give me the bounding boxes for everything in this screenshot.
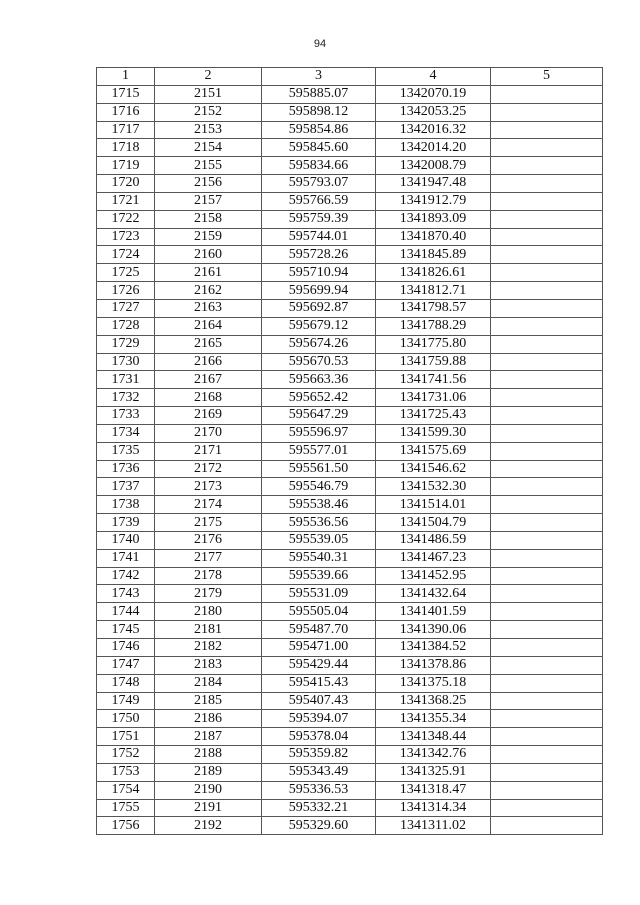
table-row	[97, 282, 603, 300]
table-cell: 595898.12	[262, 103, 376, 121]
table-cell: 2151	[155, 85, 262, 103]
table-cell: 1753	[97, 763, 155, 781]
table-cell: 1755	[97, 799, 155, 817]
table-row	[97, 710, 603, 728]
table-cell: 2192	[155, 817, 262, 835]
table-cell: 595596.97	[262, 424, 376, 442]
table-cell: 1341342.76	[376, 746, 491, 764]
table-row	[97, 639, 603, 657]
table-cell: 1341599.30	[376, 424, 491, 442]
table-row	[97, 103, 603, 121]
table-row	[97, 621, 603, 639]
table-cell: 2175	[155, 514, 262, 532]
table-cell	[491, 746, 603, 764]
table-cell: 1717	[97, 121, 155, 139]
table-cell	[491, 210, 603, 228]
column-header: 2	[155, 68, 262, 86]
table-cell: 1724	[97, 246, 155, 264]
table-cell: 595854.86	[262, 121, 376, 139]
table-row	[97, 799, 603, 817]
table-cell: 1342070.19	[376, 85, 491, 103]
table-cell: 595540.31	[262, 549, 376, 567]
table-cell: 1749	[97, 692, 155, 710]
table-cell	[491, 282, 603, 300]
table-row	[97, 335, 603, 353]
table-cell: 1341731.06	[376, 389, 491, 407]
table-cell: 2180	[155, 603, 262, 621]
table-cell: 2186	[155, 710, 262, 728]
table-cell: 1341432.64	[376, 585, 491, 603]
table-row	[97, 157, 603, 175]
table-cell: 2189	[155, 763, 262, 781]
table-cell: 1341318.47	[376, 781, 491, 799]
table-cell: 1732	[97, 389, 155, 407]
table-cell	[491, 335, 603, 353]
table-cell	[491, 442, 603, 460]
table-cell: 1740	[97, 531, 155, 549]
table-cell	[491, 763, 603, 781]
table-cell	[491, 478, 603, 496]
table-cell: 2169	[155, 407, 262, 425]
table-row	[97, 460, 603, 478]
table-cell: 1744	[97, 603, 155, 621]
table-cell: 2190	[155, 781, 262, 799]
table-cell: 2177	[155, 549, 262, 567]
table-cell	[491, 246, 603, 264]
table-row	[97, 514, 603, 532]
table-row	[97, 746, 603, 764]
table-cell: 2172	[155, 460, 262, 478]
table-cell: 1735	[97, 442, 155, 460]
table-cell: 1742	[97, 567, 155, 585]
table-cell: 1739	[97, 514, 155, 532]
table-cell: 1715	[97, 85, 155, 103]
table-header-row	[97, 68, 603, 86]
table-cell: 1341741.56	[376, 371, 491, 389]
table-cell: 1341390.06	[376, 621, 491, 639]
table-cell: 1341725.43	[376, 407, 491, 425]
table-cell	[491, 85, 603, 103]
table-cell: 595536.56	[262, 514, 376, 532]
table-cell	[491, 674, 603, 692]
table-cell: 1341775.80	[376, 335, 491, 353]
table-row	[97, 353, 603, 371]
table-cell: 2166	[155, 353, 262, 371]
table-cell: 2184	[155, 674, 262, 692]
table-row	[97, 371, 603, 389]
table-row	[97, 139, 603, 157]
column-header: 4	[376, 68, 491, 86]
column-header: 3	[262, 68, 376, 86]
table-row	[97, 85, 603, 103]
table-row	[97, 246, 603, 264]
table-cell: 595531.09	[262, 585, 376, 603]
table-cell: 2176	[155, 531, 262, 549]
table-cell: 2181	[155, 621, 262, 639]
table-cell	[491, 407, 603, 425]
table-row	[97, 264, 603, 282]
table-cell: 1341401.59	[376, 603, 491, 621]
table-cell: 1736	[97, 460, 155, 478]
table-cell: 1751	[97, 728, 155, 746]
table-cell: 1341575.69	[376, 442, 491, 460]
table-row	[97, 585, 603, 603]
table-cell: 1341798.57	[376, 299, 491, 317]
table-cell: 1734	[97, 424, 155, 442]
table-cell: 1341311.02	[376, 817, 491, 835]
table-row	[97, 496, 603, 514]
table-cell	[491, 103, 603, 121]
table-cell: 595336.53	[262, 781, 376, 799]
table-row	[97, 407, 603, 425]
table-cell: 1341452.95	[376, 567, 491, 585]
table-cell: 1737	[97, 478, 155, 496]
column-header: 5	[491, 68, 603, 86]
table-row	[97, 478, 603, 496]
table-cell: 2187	[155, 728, 262, 746]
table-cell	[491, 603, 603, 621]
table-cell: 595674.26	[262, 335, 376, 353]
table-cell: 2171	[155, 442, 262, 460]
table-cell: 595699.94	[262, 282, 376, 300]
table-cell: 595471.00	[262, 639, 376, 657]
table-cell: 2170	[155, 424, 262, 442]
table-row	[97, 442, 603, 460]
table-cell: 2164	[155, 317, 262, 335]
table-cell: 595728.26	[262, 246, 376, 264]
table-cell: 595845.60	[262, 139, 376, 157]
table-cell: 1727	[97, 299, 155, 317]
table-cell: 1342016.32	[376, 121, 491, 139]
table-cell: 2183	[155, 656, 262, 674]
table-cell	[491, 353, 603, 371]
table-cell	[491, 228, 603, 246]
table-row	[97, 549, 603, 567]
table-cell: 1341355.34	[376, 710, 491, 728]
table-row	[97, 531, 603, 549]
table-cell: 2156	[155, 175, 262, 193]
table-cell: 595546.79	[262, 478, 376, 496]
table-cell: 595415.43	[262, 674, 376, 692]
table-row	[97, 210, 603, 228]
table-cell: 1341812.71	[376, 282, 491, 300]
table-cell: 1747	[97, 656, 155, 674]
table-cell: 2174	[155, 496, 262, 514]
table-cell	[491, 781, 603, 799]
coordinates-table	[96, 67, 603, 835]
table-cell: 595577.01	[262, 442, 376, 460]
table-cell: 1752	[97, 746, 155, 764]
table-cell	[491, 389, 603, 407]
table-cell: 1748	[97, 674, 155, 692]
table-cell: 1726	[97, 282, 155, 300]
table-row	[97, 781, 603, 799]
table-cell	[491, 585, 603, 603]
table-cell	[491, 371, 603, 389]
table-cell	[491, 728, 603, 746]
table-cell	[491, 817, 603, 835]
table-cell: 1341546.62	[376, 460, 491, 478]
table-cell	[491, 139, 603, 157]
table-cell: 595538.46	[262, 496, 376, 514]
table-cell: 1341325.91	[376, 763, 491, 781]
table-cell: 2179	[155, 585, 262, 603]
table-cell: 595539.05	[262, 531, 376, 549]
table-cell: 2163	[155, 299, 262, 317]
page-number: 94	[313, 38, 327, 50]
table-cell	[491, 157, 603, 175]
table-cell: 2165	[155, 335, 262, 353]
table-cell	[491, 317, 603, 335]
table-row	[97, 317, 603, 335]
table-row	[97, 299, 603, 317]
table-cell: 1341870.40	[376, 228, 491, 246]
table-cell: 1341314.34	[376, 799, 491, 817]
table-cell: 1341759.88	[376, 353, 491, 371]
table-cell: 1341912.79	[376, 192, 491, 210]
table-cell: 1341467.23	[376, 549, 491, 567]
table-cell	[491, 710, 603, 728]
table-cell	[491, 264, 603, 282]
table-cell: 1341486.59	[376, 531, 491, 549]
table-cell: 2153	[155, 121, 262, 139]
table-row	[97, 692, 603, 710]
table-cell: 595670.53	[262, 353, 376, 371]
table-cell: 2188	[155, 746, 262, 764]
table-cell: 2191	[155, 799, 262, 817]
table-cell: 1716	[97, 103, 155, 121]
table-cell: 1720	[97, 175, 155, 193]
table-cell: 1733	[97, 407, 155, 425]
table-cell	[491, 460, 603, 478]
table-cell: 1745	[97, 621, 155, 639]
table-cell: 2152	[155, 103, 262, 121]
column-header: 1	[97, 68, 155, 86]
table-row	[97, 424, 603, 442]
table-cell: 2168	[155, 389, 262, 407]
table-cell: 595343.49	[262, 763, 376, 781]
table-cell: 1341845.89	[376, 246, 491, 264]
table-row	[97, 192, 603, 210]
table-row	[97, 603, 603, 621]
table-cell: 595332.21	[262, 799, 376, 817]
table-cell: 595759.39	[262, 210, 376, 228]
table-cell: 1728	[97, 317, 155, 335]
table-cell: 1746	[97, 639, 155, 657]
table-cell	[491, 567, 603, 585]
table-cell: 2167	[155, 371, 262, 389]
table-cell: 595429.44	[262, 656, 376, 674]
table-row	[97, 228, 603, 246]
table-cell: 2185	[155, 692, 262, 710]
table-cell	[491, 514, 603, 532]
table-cell: 1341514.01	[376, 496, 491, 514]
table-cell: 1731	[97, 371, 155, 389]
table-cell: 2178	[155, 567, 262, 585]
table-cell: 595692.87	[262, 299, 376, 317]
table-cell: 595663.36	[262, 371, 376, 389]
table-cell: 1723	[97, 228, 155, 246]
table-row	[97, 728, 603, 746]
table-cell: 1750	[97, 710, 155, 728]
table-row	[97, 175, 603, 193]
table-cell	[491, 549, 603, 567]
table-cell: 1722	[97, 210, 155, 228]
table-cell: 595710.94	[262, 264, 376, 282]
table-cell: 1341788.29	[376, 317, 491, 335]
table-cell: 1341947.48	[376, 175, 491, 193]
table-cell: 1718	[97, 139, 155, 157]
table-cell: 595505.04	[262, 603, 376, 621]
table-cell: 595539.66	[262, 567, 376, 585]
table-row	[97, 656, 603, 674]
table-cell: 1341348.44	[376, 728, 491, 746]
table-cell: 595744.01	[262, 228, 376, 246]
table-cell: 1729	[97, 335, 155, 353]
table-cell: 1738	[97, 496, 155, 514]
table-cell: 1756	[97, 817, 155, 835]
table-cell: 1743	[97, 585, 155, 603]
table-cell: 2157	[155, 192, 262, 210]
table-cell: 1725	[97, 264, 155, 282]
table-cell: 595885.07	[262, 85, 376, 103]
table-cell	[491, 639, 603, 657]
table-row	[97, 121, 603, 139]
table-cell: 2154	[155, 139, 262, 157]
table-row	[97, 817, 603, 835]
table-row	[97, 567, 603, 585]
table-cell	[491, 531, 603, 549]
table-cell: 2155	[155, 157, 262, 175]
table-cell	[491, 496, 603, 514]
table-cell	[491, 121, 603, 139]
table-cell: 595359.82	[262, 746, 376, 764]
table-cell: 1341893.09	[376, 210, 491, 228]
table-cell	[491, 621, 603, 639]
table-cell	[491, 192, 603, 210]
table-cell: 1754	[97, 781, 155, 799]
table-cell: 2182	[155, 639, 262, 657]
table-cell	[491, 799, 603, 817]
table-cell: 595679.12	[262, 317, 376, 335]
table-cell: 1341826.61	[376, 264, 491, 282]
table-cell: 1342008.79	[376, 157, 491, 175]
table-cell: 1342053.25	[376, 103, 491, 121]
table-cell: 1719	[97, 157, 155, 175]
table-cell: 1341384.52	[376, 639, 491, 657]
table-cell: 2161	[155, 264, 262, 282]
table-cell: 595378.04	[262, 728, 376, 746]
table-cell	[491, 299, 603, 317]
table-cell: 1721	[97, 192, 155, 210]
table-cell: 1741	[97, 549, 155, 567]
table-cell: 595561.50	[262, 460, 376, 478]
table-cell	[491, 424, 603, 442]
table-cell: 595766.59	[262, 192, 376, 210]
table-cell: 1341378.86	[376, 656, 491, 674]
table-cell: 2158	[155, 210, 262, 228]
table-cell: 2160	[155, 246, 262, 264]
table-cell: 1342014.20	[376, 139, 491, 157]
table-cell: 595394.07	[262, 710, 376, 728]
table-cell: 595487.70	[262, 621, 376, 639]
table-row	[97, 674, 603, 692]
table-cell: 595793.07	[262, 175, 376, 193]
table-cell	[491, 175, 603, 193]
table-cell	[491, 656, 603, 674]
table-cell: 1341504.79	[376, 514, 491, 532]
table-cell: 595647.29	[262, 407, 376, 425]
table-cell	[491, 692, 603, 710]
table-cell: 1730	[97, 353, 155, 371]
table-cell: 595834.66	[262, 157, 376, 175]
table-cell: 1341532.30	[376, 478, 491, 496]
table-cell: 1341375.18	[376, 674, 491, 692]
table-cell: 595329.60	[262, 817, 376, 835]
table-cell: 2162	[155, 282, 262, 300]
table-cell: 595407.43	[262, 692, 376, 710]
table-row	[97, 763, 603, 781]
table-cell: 1341368.25	[376, 692, 491, 710]
table-cell: 2173	[155, 478, 262, 496]
table-row	[97, 389, 603, 407]
table-cell: 2159	[155, 228, 262, 246]
table-cell: 595652.42	[262, 389, 376, 407]
